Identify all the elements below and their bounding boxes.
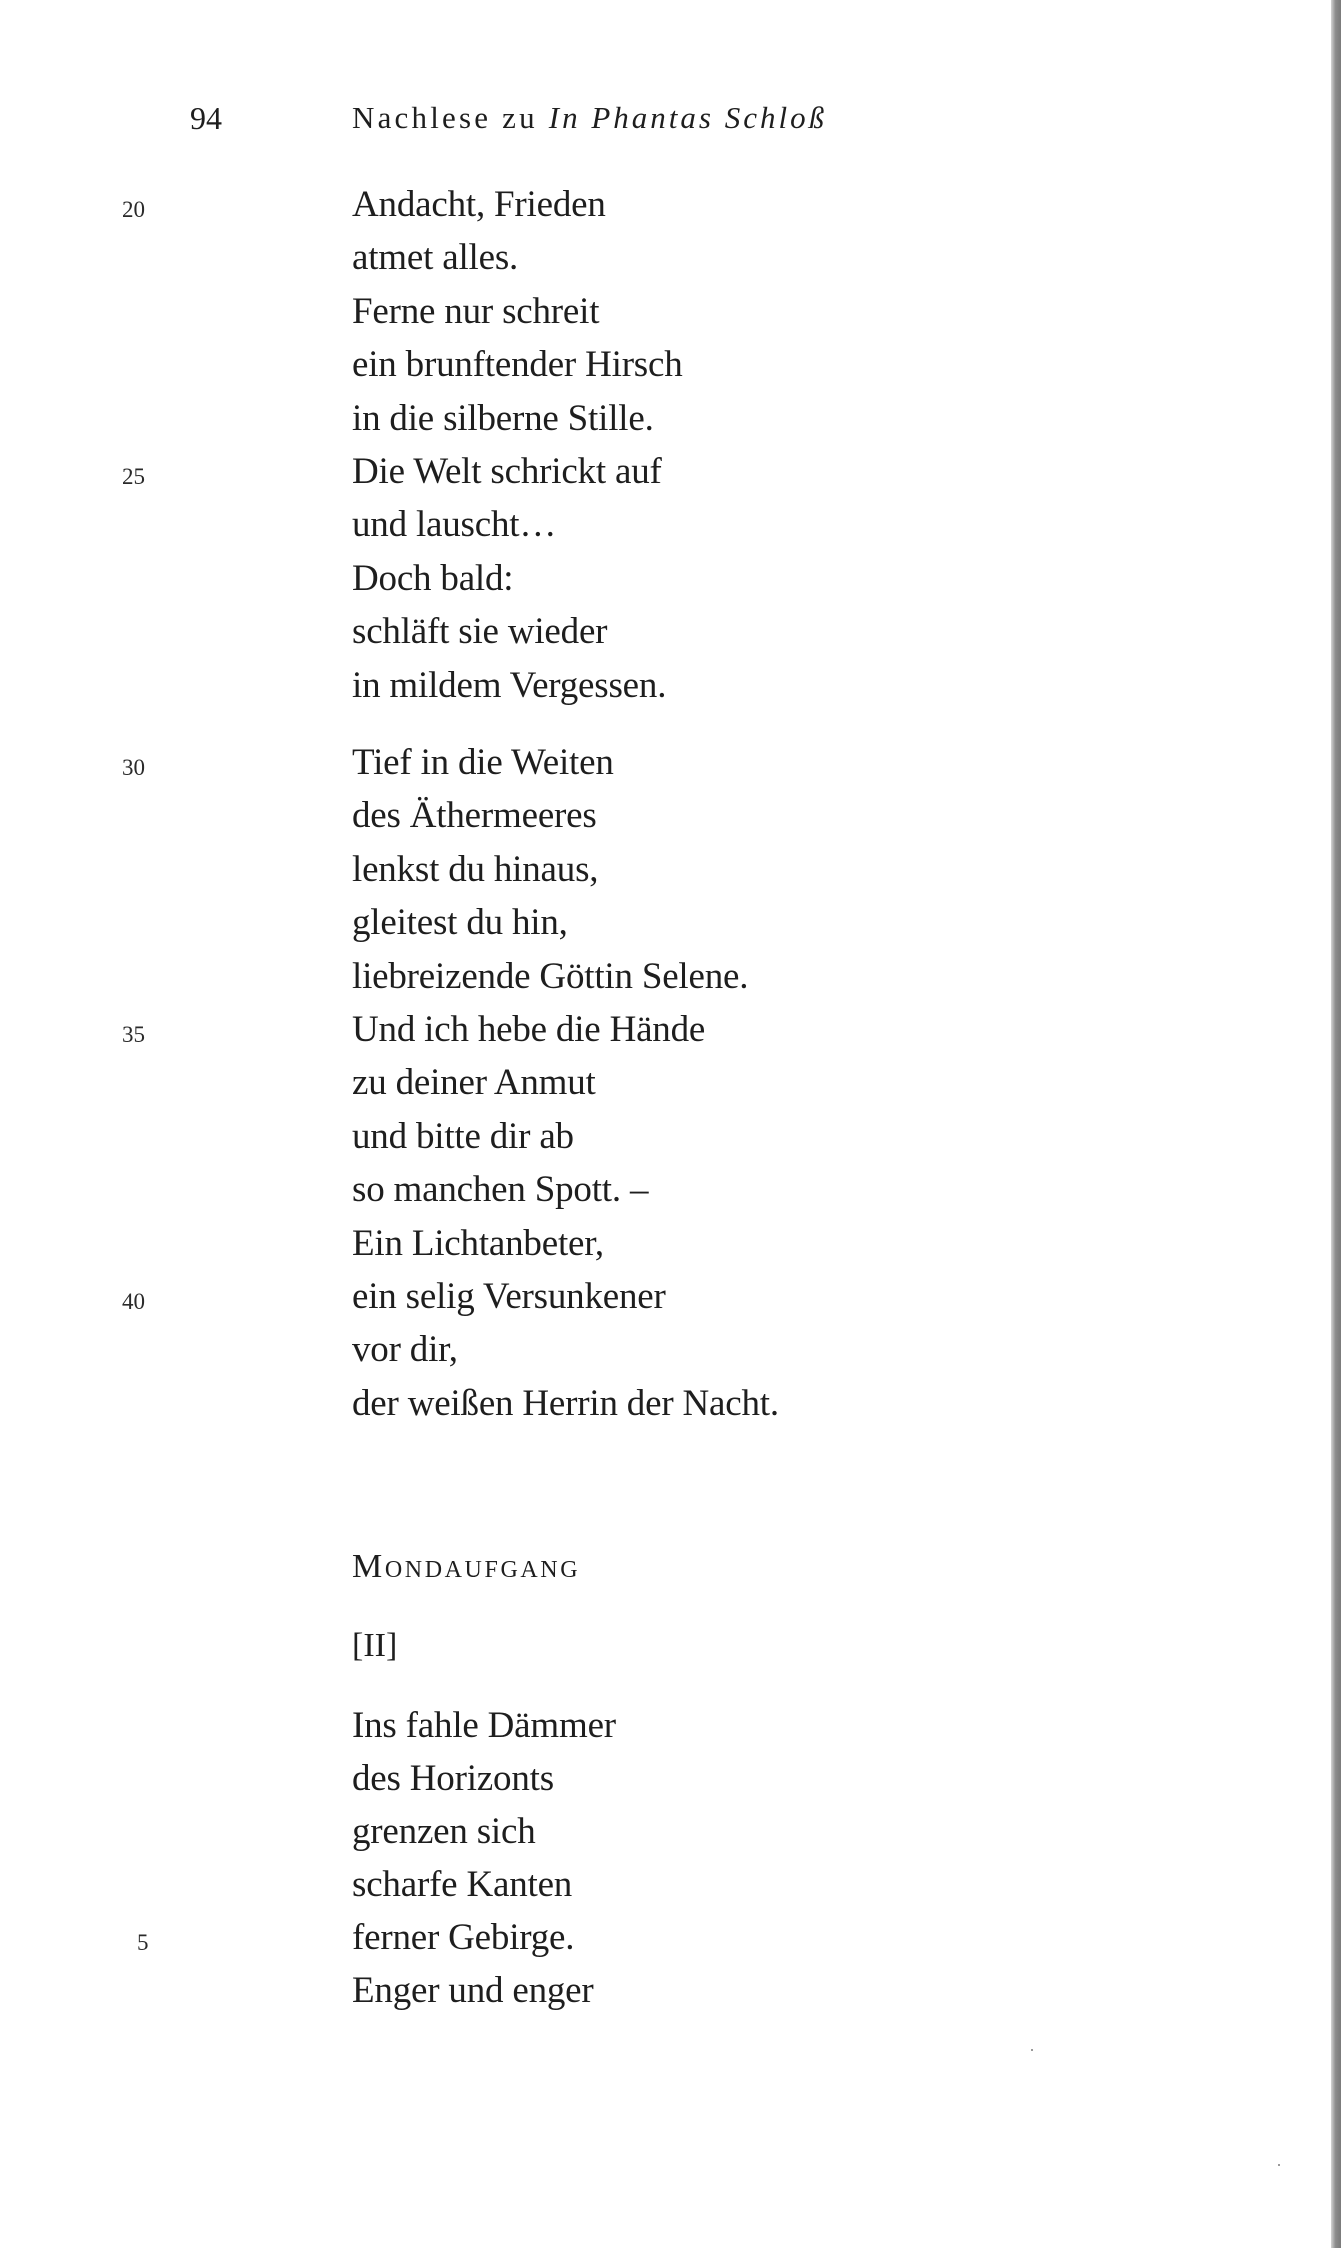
- verse-line: Tief in die Weiten: [352, 742, 614, 783]
- verse-line: Die Welt schrickt auf: [352, 451, 662, 492]
- verse-line: lenkst du hinaus,: [352, 848, 599, 890]
- verse-line: ein brunftender Hirsch: [352, 344, 683, 386]
- verse-line: Ein Lichtanbeter,: [352, 1222, 604, 1264]
- scan-speck: [1031, 2049, 1033, 2051]
- verse-line: des Horizonts: [352, 1758, 554, 1799]
- page-number: 94: [190, 100, 222, 136]
- line-number: 40: [122, 1289, 145, 1314]
- verse-line: liebreizende Göttin Selene.: [352, 955, 749, 997]
- line-number: 35: [122, 1022, 145, 1047]
- verse-line: und lauscht…: [352, 504, 557, 546]
- verse-line: Ins fahle Dämmer: [352, 1705, 616, 1746]
- verse-line: Ferne nur schreit: [352, 290, 600, 332]
- verse-line: so manchen Spott. –: [352, 1169, 649, 1211]
- page-edge-shadow: [1331, 0, 1341, 2248]
- verse-line: Enger und enger: [352, 1970, 594, 2011]
- running-head: [352, 98, 827, 138]
- verse-line: vor dir,: [352, 1329, 458, 1371]
- verse-line: ferner Gebirge.: [352, 1917, 575, 1958]
- line-number: 20: [122, 197, 145, 222]
- verse-line: ein selig Versunkener: [352, 1276, 666, 1317]
- verse-line: Und ich hebe die Hände: [352, 1009, 706, 1050]
- verse-line: in mildem Vergessen.: [352, 664, 667, 706]
- poem-part-label: [II]: [352, 1627, 398, 1664]
- verse-line: in die silberne Stille.: [352, 397, 654, 439]
- verse-line: des Äthermeeres: [352, 795, 597, 837]
- line-number: 25: [122, 464, 145, 489]
- verse-line: atmet alles.: [352, 237, 519, 279]
- poem-title: Mondaufgang: [352, 1548, 581, 1585]
- line-number: 30: [122, 755, 145, 780]
- verse-line: gleitest du hin,: [352, 902, 568, 944]
- line-number: 5: [137, 1930, 149, 1955]
- verse-line: zu deiner Anmut: [352, 1062, 596, 1104]
- verse-line: scharfe Kanten: [352, 1864, 573, 1905]
- verse-line: der weißen Herrin der Nacht.: [352, 1382, 779, 1424]
- running-head-prefix: Nachlese zu: [352, 100, 549, 135]
- verse-line: Andacht, Frieden: [352, 184, 606, 225]
- verse-line: grenzen sich: [352, 1811, 536, 1852]
- verse-line: schläft sie wieder: [352, 611, 608, 653]
- running-head-work-title: In Phantas Schloß: [548, 100, 828, 135]
- verse-line: und bitte dir ab: [352, 1115, 574, 1157]
- verse-line: Doch bald:: [352, 557, 514, 599]
- scan-speck: [1278, 2164, 1280, 2166]
